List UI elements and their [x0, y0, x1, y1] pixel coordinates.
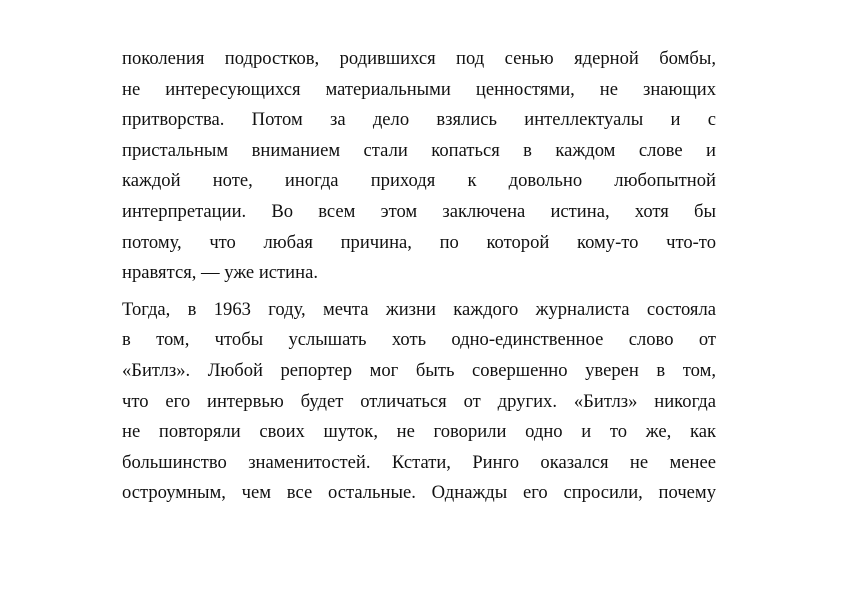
text-line: нравятся, — уже истина.	[122, 262, 318, 284]
text-line: что его интервью будет отличаться от других. «Битлз» никогда	[122, 390, 716, 412]
text-line: Тогда, в 1963 году, мечта жизни каждого журналиста состояла	[122, 298, 716, 320]
text-line: не интересующихся материальными ценностями, не знающих	[122, 78, 716, 100]
text-column	[122, 44, 716, 509]
text-line: каждой ноте, иногда приходя к довольно любопытной	[122, 170, 716, 192]
text-line: интерпретации. Во всем этом заключена истина, хотя бы	[122, 200, 716, 222]
text-line: потому, что любая причина, по которой кому-то что-то	[122, 231, 716, 253]
text-line: большинство знаменитостей. Кстати, Ринго оказался не менее	[122, 451, 716, 473]
text-line: не повторяли своих шуток, не говорили одно и то же, как	[122, 421, 716, 443]
text-line: в том, чтобы услышать хоть одно-единственное слово от	[122, 329, 716, 351]
text-line: «Битлз». Любой репортер мог быть совершенно уверен в том,	[122, 359, 716, 381]
paragraph-1	[122, 44, 716, 289]
text-line: пристальным вниманием стали копаться в каждом слове и	[122, 139, 716, 161]
text-line: притворства. Потом за дело взялись интеллектуалы и с	[122, 109, 716, 131]
text-line: поколения подростков, родившихся под сенью ядерной бомбы,	[122, 48, 716, 69]
text-line: остроумным, чем все остальные. Однажды его спросили, почему	[122, 482, 716, 504]
paragraph-2	[122, 295, 716, 509]
